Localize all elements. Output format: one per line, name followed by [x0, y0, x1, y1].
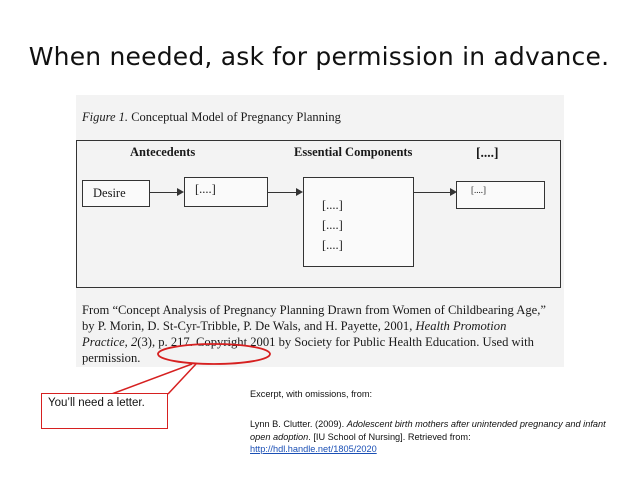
- box-consequence-label: [....]: [471, 185, 486, 195]
- header-consequences: [....]: [476, 145, 499, 160]
- permission-highlight-ellipse: [158, 344, 270, 364]
- citation-permission: Used with permission.: [82, 335, 534, 365]
- callout-pointer-left: [109, 364, 192, 395]
- reference-author: Lynn B. Clutter. (2009).: [250, 419, 347, 429]
- slide-title: When needed, ask for permission in advance.: [28, 42, 610, 71]
- component-label-2: [....]: [322, 218, 343, 232]
- figure-caption-text: Conceptual Model of Pregnancy Planning: [128, 110, 341, 124]
- figure-caption-label: Figure 1.: [82, 110, 129, 124]
- reference-rest: . [IU School of Nursing]. Retrieved from:: [308, 431, 471, 442]
- callout-text: You’ll need a letter.: [48, 397, 145, 409]
- reference-title: Adolescent birth mothers after unintended pregnancy and infant open adoption: [250, 419, 606, 442]
- citation-part1: From “Concept Analysis of Pregnancy Planning Drawn from Women of Childbearing Age,” by P. Morin, D. St-Cyr-Tribble, P. De Wals, and H. Payette, 2001,: [82, 303, 546, 333]
- header-antecedents: Antecedents: [130, 145, 196, 159]
- citation-part2: (3), p. 217. Copyright 2001 by Society for Public Health Education.: [137, 335, 483, 349]
- component-label-3: [....]: [322, 238, 343, 252]
- excerpt-label: Excerpt, with omissions, from:: [250, 389, 373, 399]
- reference-link[interactable]: http://hdl.handle.net/1805/2020: [250, 444, 377, 454]
- source-reference: [250, 418, 620, 456]
- box-desire-label: Desire: [93, 186, 126, 200]
- component-label-1: [....]: [322, 198, 343, 212]
- box-antecedent-label: [....]: [195, 182, 216, 196]
- citation-journal: Health Promotion Practice, 2: [82, 319, 507, 349]
- annotation-callout: [41, 393, 168, 429]
- header-essential-components: Essential Components: [294, 145, 413, 159]
